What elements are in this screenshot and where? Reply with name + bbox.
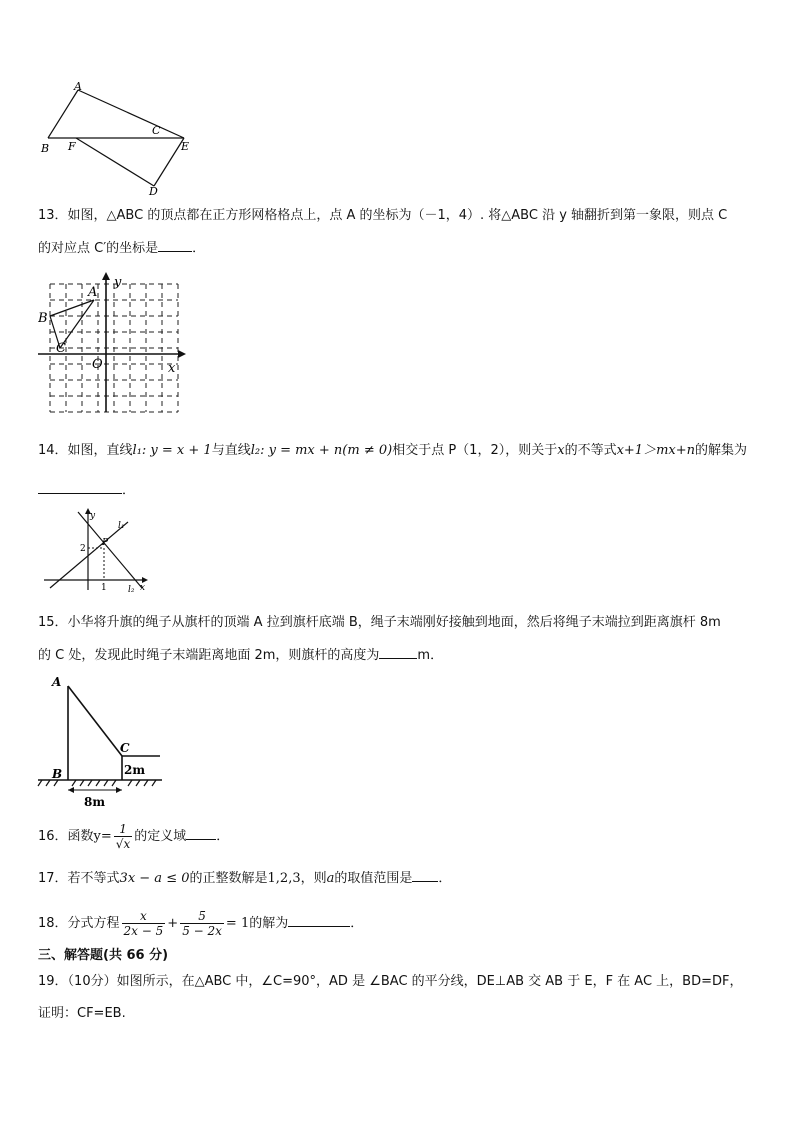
q13-label-x: x	[168, 361, 176, 376]
q14-line2: ．	[38, 480, 135, 501]
q15-label-8m: 8m	[84, 795, 106, 807]
q18-fraction-2: $\frac{5}{5 - 2x}$	[182, 909, 222, 938]
q16-fraction: $\frac{1}{√x}$	[115, 822, 131, 851]
q14-label-one: 1	[101, 583, 107, 593]
q14-line1: 14．如图，直线l₁: y = x + 1与直线l₂: y = mx + n(m ≠ 0)相交于点 P（1，2），则关于x的不等式x+1＞mx+n的解集为	[38, 443, 748, 458]
fig12-label-b: B	[41, 142, 50, 155]
q13-label-b: B	[38, 311, 48, 326]
q14-label-x: x	[140, 583, 146, 593]
q15-line1: 15．小华将升旗的绳子从旗杆的顶端 A 拉到旗杆底端 B，绳子末端刚好接触到地面，然后将绳子末端拉到距离旗杆 8m	[38, 615, 721, 630]
answer-blank-q14[interactable]	[38, 480, 122, 494]
fig12-label-d: D	[149, 185, 158, 197]
q14-label-l2: l₂	[128, 585, 135, 593]
answer-blank-q13[interactable]	[158, 238, 192, 252]
q15-label-c: C	[120, 741, 130, 755]
q14-l1-expr: l₁: y = x + 1	[132, 443, 212, 458]
fig12-label-c: C	[152, 124, 161, 137]
q14-label-two: 2	[80, 544, 86, 554]
q13-label-y: y	[114, 275, 122, 290]
q18-fraction-1: $\frac{x}{2x - 5}$	[123, 909, 164, 938]
q15-label-b: B	[52, 767, 63, 781]
q14-l2-expr: l₂: y = mx + n(m ≠ 0)	[250, 443, 393, 458]
q14-label-p: P	[102, 538, 109, 548]
q16-line: 16．函数y= $\frac{1}{√x}$ 的定义域 ．	[38, 822, 230, 851]
figure-q15-flagpole	[36, 672, 166, 807]
q18-line: 18．分式方程 $\frac{x}{2x - 5}$ + $\frac{5}{5 - 2x}$ = 1的解为 ．	[38, 909, 364, 938]
fig12-label-e: E	[181, 140, 190, 153]
figure-q14-lines	[40, 508, 152, 593]
answer-blank-q18[interactable]	[288, 913, 350, 927]
section-title-answers: 三、解答题(共 66 分)	[38, 948, 169, 963]
q13-label-c: C	[56, 341, 66, 356]
answer-blank-q17[interactable]	[412, 868, 438, 882]
q17-line: 17．若不等式3x − a ≤ 0的正整数解是1,2,3，则a的取值范围是 ．	[38, 868, 451, 889]
q13-label-o: O	[92, 357, 103, 372]
q13-line1: 13．如图，△ABC 的顶点都在正方形网格格点上，点 A 的坐标为（－1，4）. 将△ABC 沿 y 轴翻折到第一象限，则点 C	[38, 208, 728, 223]
figure-q13-grid	[38, 272, 188, 417]
answer-blank-q16[interactable]	[186, 826, 216, 840]
fig12-label-f: F	[68, 140, 76, 153]
q13-line2: 的对应点 C′的坐标是 ．	[38, 238, 205, 259]
q19-line1: 19．（10分）如图所示，在△ABC 中，∠C=90°，AD 是 ∠BAC 的平分线，DE⊥AB 交 AB 于 E，F 在 AC 上，BD=DF，	[38, 974, 743, 989]
q15-label-a: A	[52, 675, 62, 689]
q14-label-l1: l₁	[118, 521, 125, 531]
q15-label-2m: 2m	[124, 763, 146, 777]
answer-blank-q15[interactable]	[379, 645, 417, 659]
fig12-label-a: A	[74, 82, 82, 93]
q13-label-a: A	[88, 285, 98, 300]
q15-line2: 的 C 处，发现此时绳子末端距离地面 2m，则旗杆的高度为 m．	[38, 645, 443, 666]
figure-q12	[36, 82, 206, 197]
q14-label-y: y	[90, 511, 96, 521]
q19-line2: 证明：CF=EB.	[38, 1006, 126, 1021]
